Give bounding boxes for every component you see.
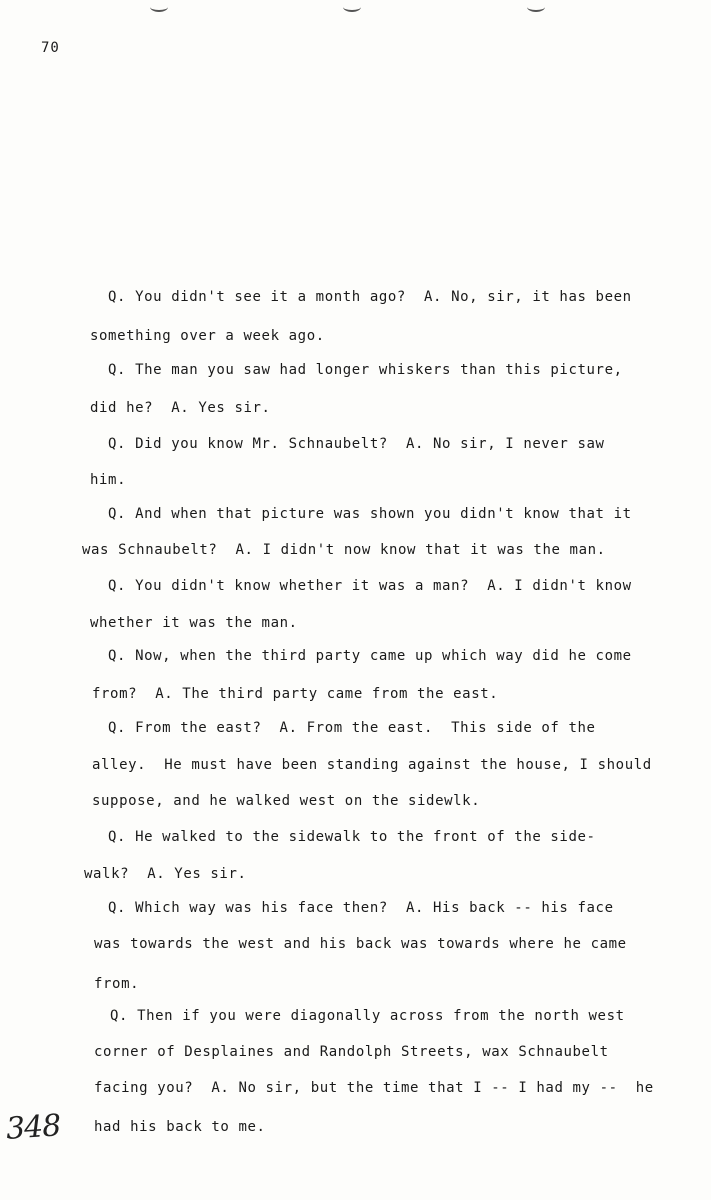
- transcript-line: corner of Desplaines and Randolph Streets, wax Schnaubelt: [94, 1044, 609, 1060]
- transcript-line: was Schnaubelt? A. I didn't now know that it was the man.: [82, 542, 606, 558]
- transcript-line: suppose, and he walked west on the sidewlk.: [92, 793, 481, 809]
- transcript-line: Q. You didn't know whether it was a man? A. I didn't know: [108, 578, 632, 594]
- transcript-line: did he? A. Yes sir.: [90, 400, 271, 416]
- punch-mark: [343, 2, 361, 12]
- transcript-line: Q. Which way was his face then? A. His back -- his face: [108, 900, 614, 916]
- transcript-line: him.: [90, 472, 127, 488]
- transcript-line: Q. Then if you were diagonally across from the north west: [110, 1008, 625, 1024]
- transcript-line: Q. Now, when the third party came up which way did he come: [108, 648, 632, 664]
- transcript-line: Q. He walked to the sidewalk to the front of the side-: [108, 829, 596, 845]
- transcript-line: alley. He must have been standing against the house, I should: [92, 757, 652, 773]
- transcript-line: had his back to me.: [94, 1119, 266, 1135]
- transcript-line: facing you? A. No sir, but the time that I -- I had my -- he: [94, 1080, 654, 1096]
- page-number: 70: [41, 40, 60, 56]
- transcript-line: something over a week ago.: [90, 328, 325, 344]
- punch-mark: [150, 2, 168, 12]
- transcript-line: whether it was the man.: [90, 615, 298, 631]
- punch-mark: [527, 2, 545, 12]
- transcript-line: Q. The man you saw had longer whiskers than this picture,: [108, 362, 623, 378]
- transcript-line: Q. Did you know Mr. Schnaubelt? A. No sir, I never saw: [108, 436, 605, 452]
- handwritten-margin-note: 348: [4, 1108, 62, 1147]
- transcript-line: Q. And when that picture was shown you didn't know that it: [108, 506, 632, 522]
- transcript-line: Q. You didn't see it a month ago? A. No, sir, it has been: [108, 289, 632, 305]
- transcript-line: from.: [94, 976, 140, 992]
- transcript-line: Q. From the east? A. From the east. This side of the: [108, 720, 596, 736]
- transcript-line: from? A. The third party came from the east.: [92, 686, 499, 702]
- transcript-line: walk? A. Yes sir.: [84, 866, 247, 882]
- transcript-line: was towards the west and his back was towards where he came: [94, 936, 627, 952]
